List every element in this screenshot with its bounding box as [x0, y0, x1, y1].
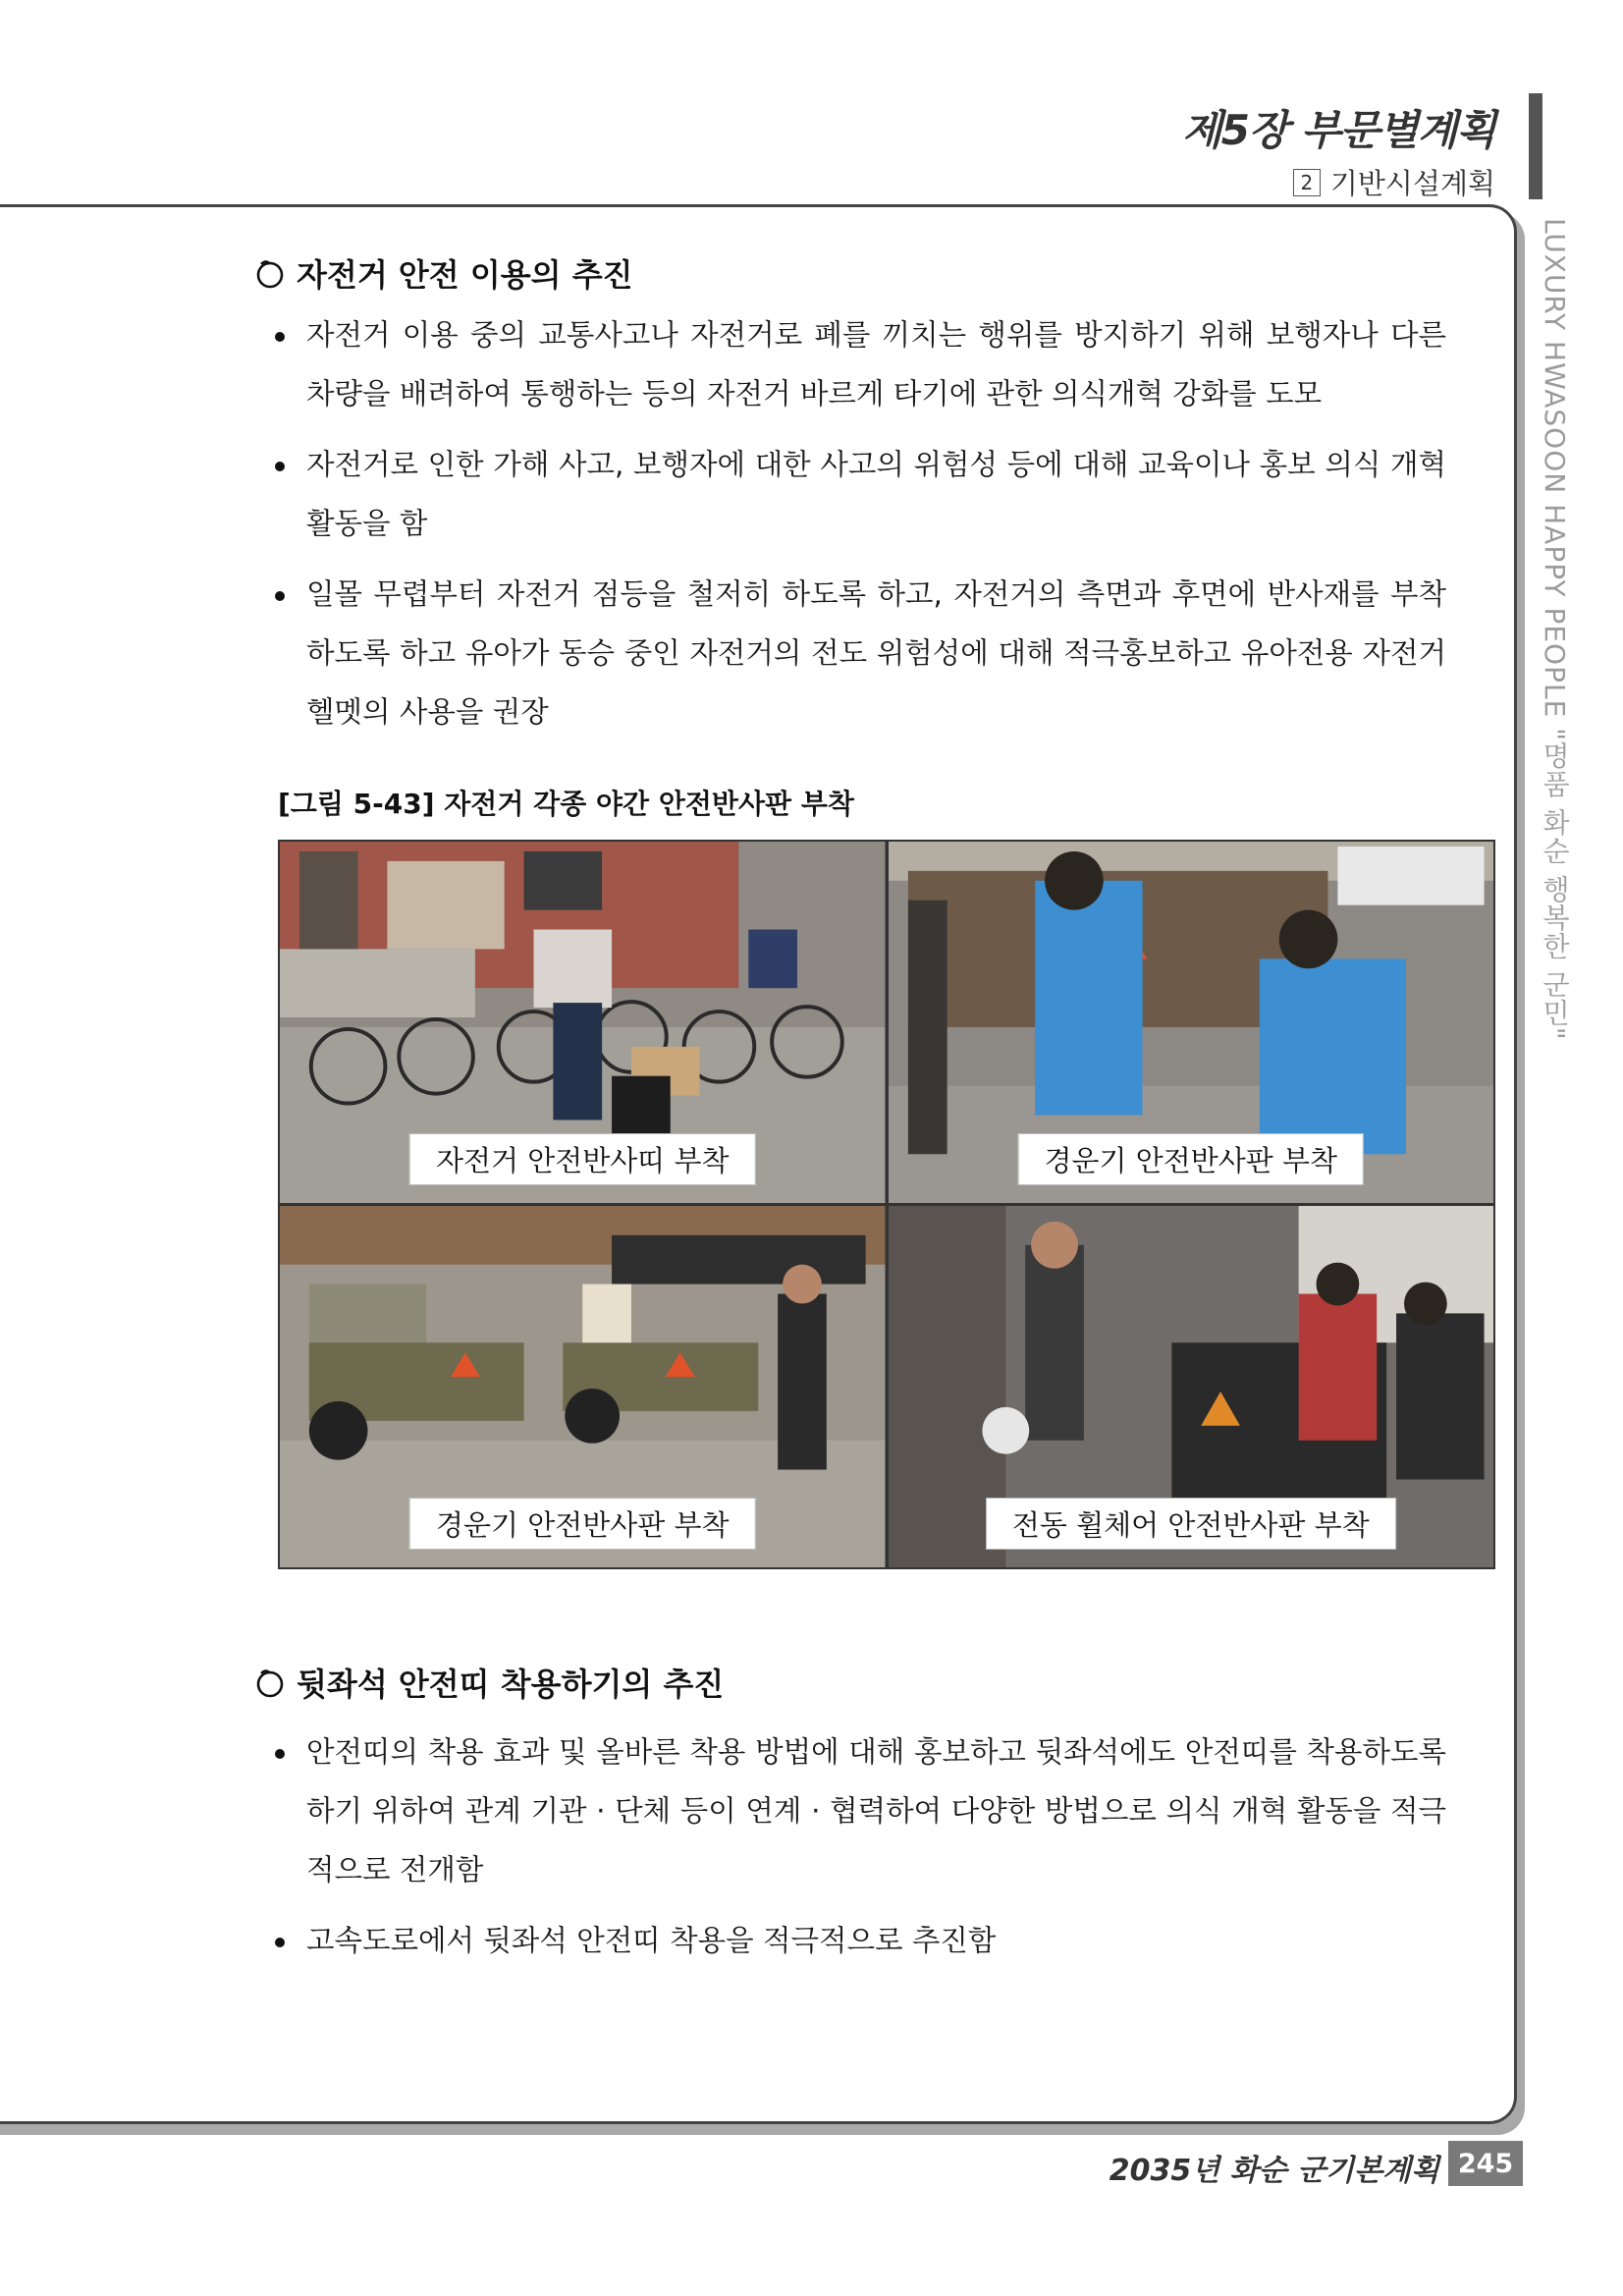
section-title: 기반시설계획	[1329, 167, 1495, 200]
photo-label: 전동 휠체어 안전반사판 부착	[986, 1498, 1396, 1550]
photo-wheelchair-reflector	[889, 1206, 1494, 1567]
section-heading-text: 자전거 안전 이용의 추진	[297, 256, 633, 294]
section-heading-bicycle	[253, 250, 633, 296]
side-slogan: LUXURY HWASOON HAPPY PEOPLE "명품 화순 행복한 군민"	[1539, 218, 1571, 1041]
section-number-box: 2	[1293, 169, 1321, 196]
chapter-title: 제5장 부문별계획	[1182, 106, 1495, 154]
bullet-list-bicycle	[273, 305, 1446, 753]
photo-bicycle-reflector	[280, 842, 886, 1203]
section-heading-text: 뒷좌석 안전띠 착용하기의 추진	[297, 1666, 725, 1703]
photo-label: 자전거 안전반사띠 부착	[409, 1133, 756, 1185]
page-number: 245	[1448, 2141, 1523, 2186]
photo-label: 경운기 안전반사판 부착	[1017, 1133, 1364, 1185]
photo-cultivator-reflector-1	[889, 842, 1494, 1203]
photo-cultivator-reflector-2	[280, 1206, 886, 1567]
bullet-item: 고속도로에서 뒷좌석 안전띠 착용을 적극적으로 추진함	[273, 1911, 1446, 1970]
bullet-item: 일몰 무렵부터 자전거 점등을 철저히 하도록 하고, 자전거의 측면과 후면에 반사재를 부착하도록 하고 유아가 동승 중인 자전거의 전도 위험성에 대해 적극홍보하고 유아전용 자전거 헬멧의 사용을 권장	[273, 565, 1446, 741]
footer-document-title: 2035년 화순 군기본계획	[1109, 2154, 1439, 2188]
section-subtitle	[1293, 162, 1495, 202]
bullet-item: 자전거 이용 중의 교통사고나 자전거로 폐를 끼치는 행위를 방지하기 위해 보행자나 다른 차량을 배려하여 통행하는 등의 자전거 바르게 타기에 관한 의식개혁 강화를 도모	[273, 305, 1446, 423]
photo-grid	[278, 840, 1495, 1569]
bullet-list-seatbelt	[273, 1722, 1446, 1982]
section-heading-seatbelt	[253, 1660, 724, 1705]
heading-bullet-icon	[253, 256, 287, 290]
photo-label: 경운기 안전반사판 부착	[409, 1498, 756, 1550]
heading-bullet-icon	[253, 1666, 287, 1699]
bullet-item: 자전거로 인한 가해 사고, 보행자에 대한 사고의 위험성 등에 대해 교육이나 홍보 의식 개혁 활동을 함	[273, 435, 1446, 553]
bullet-item: 안전띠의 착용 효과 및 올바른 착용 방법에 대해 홍보하고 뒷좌석에도 안전띠를 착용하도록 하기 위하여 관계 기관 · 단체 등이 연계 · 협력하여 다양한 방법으로 의식 개혁 활동을 적극적으로 전개함	[273, 1722, 1446, 1899]
figure-caption: [그림 5-43] 자전거 각종 야간 안전반사판 부착	[278, 788, 854, 820]
header-accent-bar	[1529, 93, 1542, 199]
